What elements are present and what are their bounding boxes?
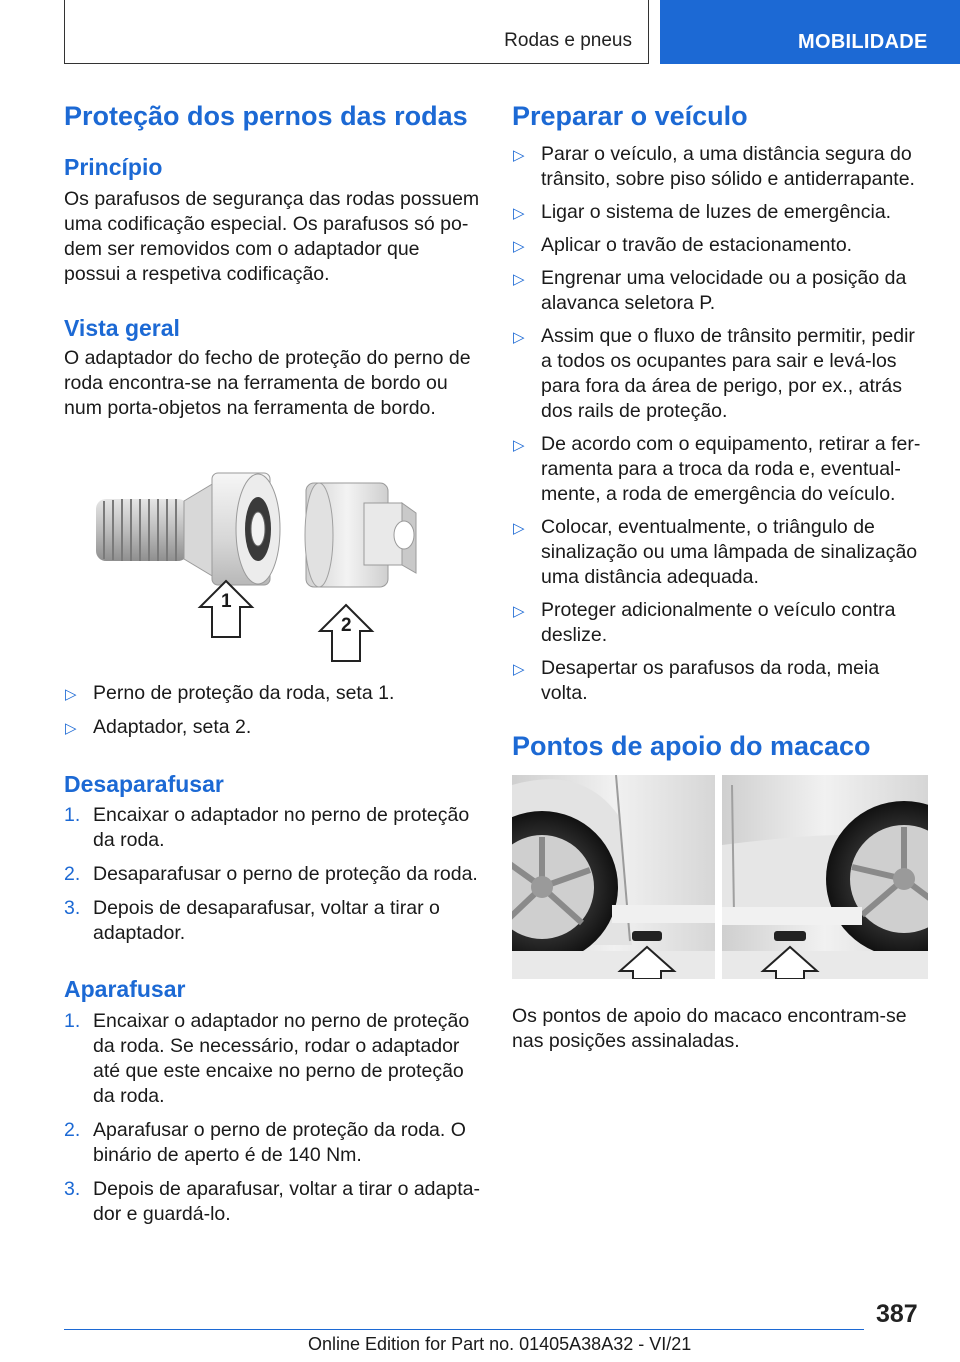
header-chapter-title: MOBILIDADE [798, 31, 928, 53]
heading-principio: Princípio [64, 154, 163, 181]
text-jacking-points: Os pontos de apoio do macaco encontram-se nas posições assinaladas. [512, 1004, 907, 1052]
list-item: ▷ Perno de proteção da roda, seta 1. [64, 681, 480, 706]
text-principio: Os parafusos de segurança das rodas possuem uma codificação especial. Os parafusos só podem ser removidos com o adaptador que possui a respetiva codificação. [64, 187, 480, 285]
figure-legend-list [64, 681, 480, 740]
list-item: ▷ Parar o veículo, a uma distância segura do trânsito, sobre piso sólido e antiderrapante. [513, 143, 915, 191]
list-item: 1. Encaixar o adaptador no perno de proteção da roda. [64, 804, 470, 852]
heading-desaparafusar: Desaparafusar [64, 770, 224, 797]
figure-label-2: 2 [341, 614, 352, 636]
triangle-bullet-icon: ▷ [513, 520, 525, 538]
triangle-bullet-icon: ▷ [65, 685, 77, 703]
list-item: 2. Desaparafusar o perno de proteção da roda. [64, 863, 478, 886]
list-item: ▷ De acordo com o equipamento, retirar a ferramenta para a troca da roda e, eventualmente, a roda de emergência do veículo. [513, 433, 921, 506]
wheel-lock-illustration [64, 461, 480, 671]
triangle-bullet-icon: ▷ [513, 603, 525, 621]
heading-aparafusar: Aparafusar [64, 976, 186, 1003]
unscrew-steps [64, 803, 480, 946]
list-item: 2. Aparafusar o perno de proteção da roda. O binário de aperto é de 140 Nm. [64, 1118, 466, 1166]
heading-vista-geral: Vista geral [64, 314, 180, 341]
triangle-bullet-icon: ▷ [513, 271, 525, 289]
list-item: 3. Depois de desaparafusar, voltar a tirar o adaptador. [64, 897, 440, 945]
right-column [512, 100, 930, 1054]
triangle-bullet-icon: ▷ [513, 238, 525, 256]
jacking-points-drawing [512, 775, 928, 979]
header-chapter-tab [660, 0, 960, 64]
list-item: 1. Encaixar o adaptador no perno de proteção da roda. Se necessário, rodar o adaptador até que este encaixe no perno de proteção da roda. [64, 1009, 470, 1107]
list-item: ▷ Assim que o fluxo de trânsito permitir, pedir a todos os ocupantes para sair e levá-los para fora da área de perigo, por ex., atrás dos rails de proteção. [513, 325, 915, 423]
triangle-bullet-icon: ▷ [513, 205, 525, 223]
header-section-title: Rodas e pneus [504, 30, 632, 51]
bolt-thread [96, 499, 188, 561]
triangle-bullet-icon: ▷ [513, 329, 525, 347]
list-item: ▷ Ligar o sistema de luzes de emergência. [512, 200, 930, 225]
list-item: ▷ Engrenar uma velocidade ou a posição da alavanca seletora P. [513, 267, 907, 315]
footer-edition: Online Edition for Part no. 01405A38A32 - VI/21 [308, 1334, 692, 1354]
prepare-vehicle-list [512, 142, 930, 706]
list-item: 3. Depois de aparafusar, voltar a tirar o adaptador e guardá-lo. [64, 1177, 480, 1225]
page-number: 387 [876, 1300, 918, 1328]
adapter [305, 483, 416, 587]
triangle-bullet-icon: ▷ [65, 719, 77, 737]
triangle-bullet-icon: ▷ [513, 147, 525, 165]
screw-steps [64, 1009, 480, 1227]
wheel-lock-bolt-adapter-drawing [64, 461, 480, 671]
list-item: ▷ Colocar, eventualmente, o triângulo de sinalização ou uma lâmpada de sinalização uma distância adequada. [513, 516, 918, 589]
figure-label-1: 1 [221, 590, 232, 612]
list-item: ▷ Desapertar os parafusos da roda, meia volta. [513, 657, 880, 705]
left-column [64, 100, 480, 1227]
triangle-bullet-icon: ▷ [513, 661, 525, 679]
section-title-preparar: Preparar o veículo [512, 101, 748, 131]
bolt-cone [184, 483, 214, 577]
section-title-wheel-lock: Proteção dos pernos das rodas [64, 101, 468, 131]
left-wheel-panel [512, 775, 716, 979]
triangle-bullet-icon: ▷ [513, 437, 525, 455]
section-title-jacking-points: Pontos de apoio do macaco [512, 731, 871, 762]
list-item: ▷ Adaptador, seta 2. [64, 715, 480, 740]
header-section-box [64, 0, 649, 64]
list-item: ▷ Aplicar o travão de estacionamento. [512, 233, 930, 258]
text-vista-geral: O adaptador do fecho de proteção do perno de roda encontra-se na ferramenta de bordo ou num porta-objetos na ferramenta de bordo. [64, 346, 471, 419]
right-wheel-panel [722, 775, 928, 979]
jacking-points-photo [512, 775, 928, 979]
list-item: ▷ Proteger adicionalmente o veículo contra deslize. [513, 599, 896, 647]
footer-divider [64, 1329, 864, 1330]
